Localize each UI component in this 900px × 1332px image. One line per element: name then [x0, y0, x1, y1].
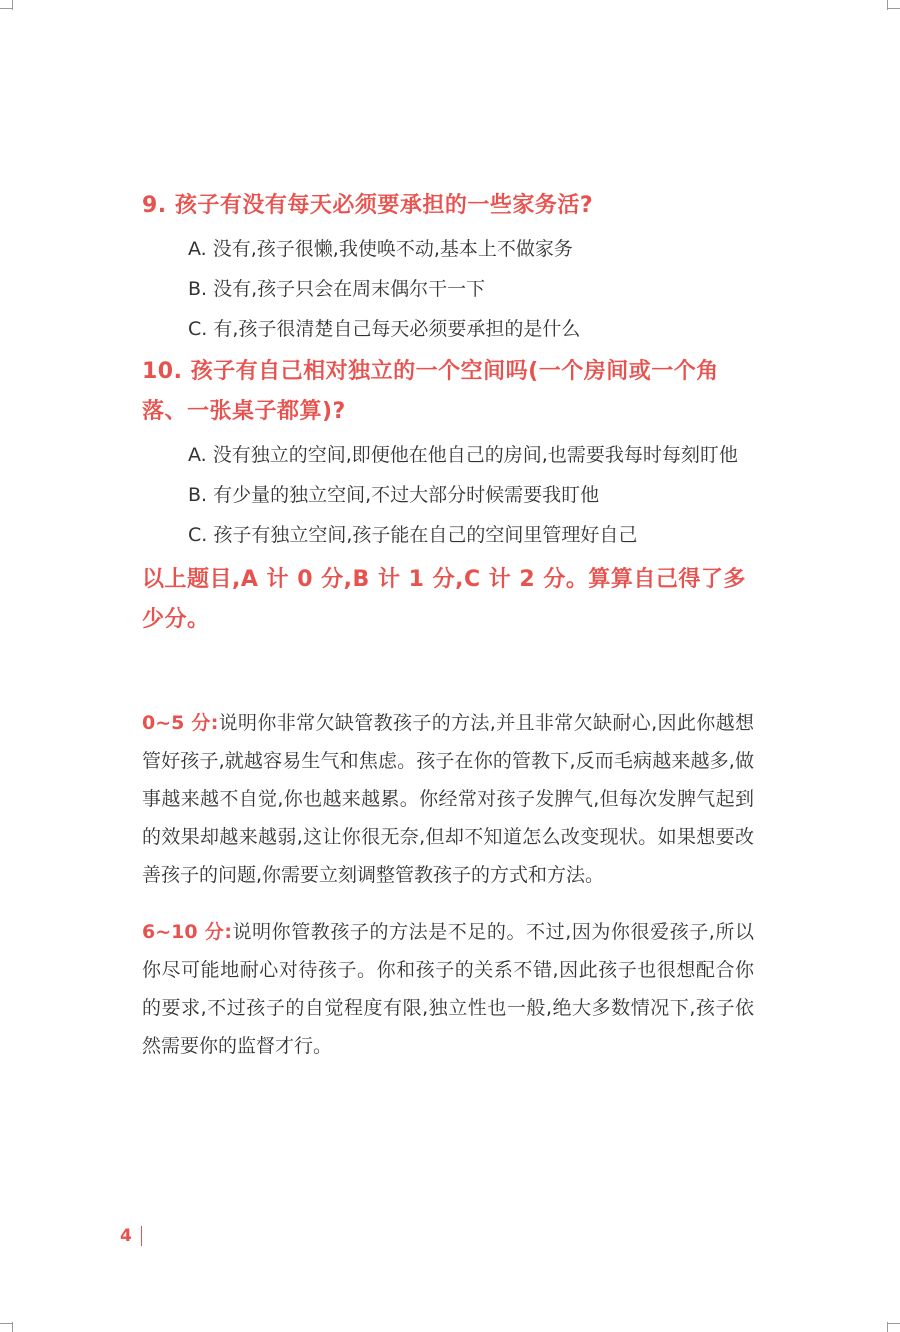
question-10: [142, 352, 754, 552]
score-results: [142, 704, 754, 1065]
question-9: [142, 186, 754, 346]
page-number: 4: [120, 1226, 132, 1246]
scoring-instructions: 以上题目,A 计 0 分,B 计 1 分,C 计 2 分。算算自己得了多少分。: [142, 567, 746, 632]
option-b: B. 没有,孩子只会在周末偶尔干一下: [188, 278, 486, 300]
result-description: 说明你非常欠缺管教孩子的方法,并且非常欠缺耐心,因此你越想管好孩子,就越容易生气和焦虑。孩子在你的管教下,反而毛病越来越多,做事越来越不自觉,你也越来越累。你经常对孩子发脾气,但每次发脾气起到的效果却越来越弱,这让你很无奈,但却不知道怎么改变现状。如果想要改善孩子的问题,你需要立刻调整管教孩子的方式和方法。: [142, 712, 754, 886]
result-description: 说明你管教孩子的方法是不足的。不过,因为你很爱孩子,所以你尽可能地耐心对待孩子。你和孩子的关系不错,因此孩子也很想配合你的要求,不过孩子的自觉程度有限,独立性也一般,绝大多数情况下,孩子依然需要你的监督才行。: [142, 921, 754, 1057]
crop-mark-top-left-horizontal: [0, 8, 12, 9]
crop-mark-top-right-horizontal: [888, 8, 900, 9]
crop-mark-top-right-vertical: [887, 0, 888, 10]
option-a: A. 没有独立的空间,即便他在他自己的房间,也需要我每时每刻盯他: [188, 444, 738, 466]
question-title: 10. 孩子有自己相对独立的一个空间吗(一个房间或一个角落、一张桌子都算)?: [142, 359, 719, 424]
crop-mark-top-left-vertical: [12, 0, 13, 10]
crop-mark-bottom-left-vertical: [12, 1322, 13, 1332]
score-range-label: 6~10 分:: [142, 921, 232, 943]
crop-mark-bottom-right-horizontal: [888, 1323, 900, 1324]
option-a: A. 没有,孩子很懒,我使唤不动,基本上不做家务: [188, 238, 573, 260]
page-number-divider: [141, 1226, 142, 1246]
question-title: 9. 孩子有没有每天必须要承担的一些家务活?: [142, 193, 594, 218]
page-content: [142, 186, 754, 1077]
option-c: C. 有,孩子很清楚自己每天必须要承担的是什么: [188, 318, 581, 340]
option-c: C. 孩子有独立空间,孩子能在自己的空间里管理好自己: [188, 524, 638, 546]
result-mid-score: [142, 913, 754, 1065]
option-list: [142, 232, 754, 346]
option-list: [142, 438, 754, 552]
result-low-score: [142, 704, 754, 894]
crop-mark-bottom-left-horizontal: [0, 1323, 12, 1324]
score-range-label: 0~5 分:: [142, 712, 219, 734]
crop-mark-bottom-right-vertical: [887, 1322, 888, 1332]
option-b: B. 有少量的独立空间,不过大部分时候需要我盯他: [188, 484, 600, 506]
